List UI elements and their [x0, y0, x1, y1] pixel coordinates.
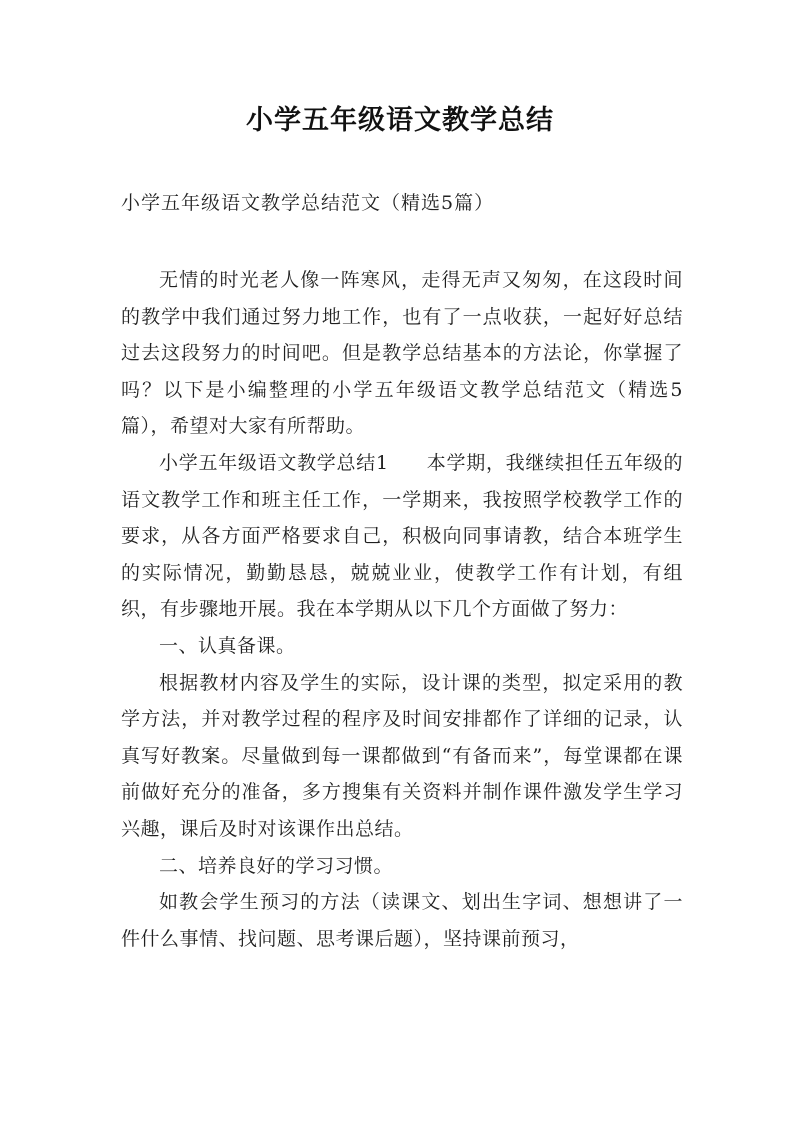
point-2-paragraph: 如教会学生预习的方法（读课文、划出生字词、想想讲了一件什么事情、找问题、思考课后题），坚持课前预习， [121, 891, 683, 950]
intro-paragraph: 无情的时光老人像一阵寒风，走得无声又匆匆，在这段时间的教学中我们通过努力地工作，也有了一点收获，一起好好总结过去这段努力的时间吧。但是教学总结基本的方法论，你掌握了吗？以下是小编整理的小学五年级语文教学总结范文（精选5篇），希望对大家有所帮助。 [121, 269, 683, 438]
document-body [121, 262, 683, 957]
document-title: 小学五年级语文教学总结 [246, 105, 554, 136]
point-2-heading: 二、培养良好的学习习惯。 [159, 854, 394, 877]
section-1-body: 本学期，我继续担任五年级的语文教学工作和班主任工作，一学期来，我按照学校教学工作的要求，从各方面严格要求自己，积极向同事请教，结合本班学生的实际情况，勤勤恳恳，兢兢业业，使教学工作有计划，有组织，有步骤地开展。我在本学期从以下几个方面做了努力： [121, 451, 683, 621]
document-subtitle: 小学五年级语文教学总结范文（精选5篇） [121, 192, 495, 214]
section-1-heading: 小学五年级语文教学总结1 [159, 451, 389, 474]
point-1-paragraph: 根据教材内容及学生的实际，设计课的类型，拟定采用的教学方法，并对教学过程的程序及时间安排都作了详细的记录，认真写好教案。尽量做到每一课都做到“有备而来”，每堂课都在课前做好充分的准备，多方搜集有关资料并制作课件激发学生学习兴趣，课后及时对该课作出总结。 [121, 671, 683, 840]
point-1-heading: 一、认真备课。 [159, 634, 296, 657]
section-1-paragraph [121, 445, 683, 628]
